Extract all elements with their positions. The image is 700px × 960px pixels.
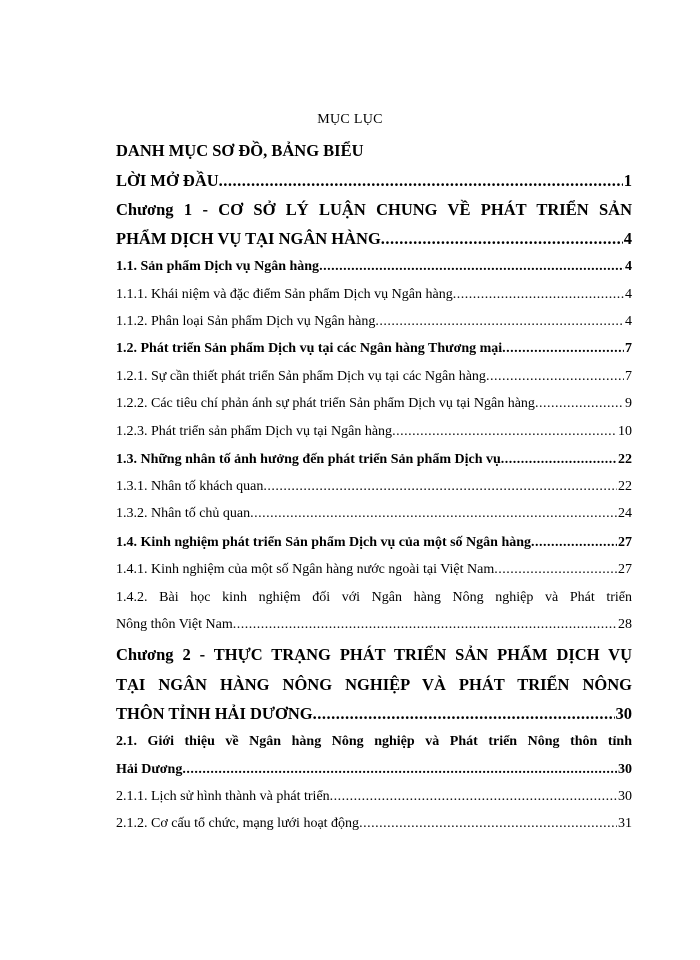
toc-entry-page: 10 bbox=[618, 424, 632, 439]
toc-entry-1-2[interactable] bbox=[116, 341, 632, 357]
toc-entry-2-1[interactable] bbox=[116, 762, 632, 778]
toc-entry-page: 22 bbox=[618, 479, 632, 494]
toc-entry-chapter-2-line-1: Chương 2 - THỰC TRẠNG PHÁT TRIỂN SẢN PHẨM DỊCH VỤ bbox=[116, 645, 632, 664]
toc-entry-text: 1.3.2. Nhân tố chủ quan bbox=[116, 506, 251, 521]
toc-leader-dots bbox=[330, 789, 617, 805]
toc-entry-page: 4 bbox=[623, 229, 632, 248]
toc-entry-2-1-1[interactable] bbox=[116, 789, 632, 805]
toc-entry-chapter-1[interactable] bbox=[116, 229, 632, 249]
toc-entry-text: Nông thôn Việt Nam bbox=[116, 617, 233, 632]
toc-entry-text: 1.4. Kinh nghiệm phát triển Sản phẩm Dịch vụ của một số Ngân hàng bbox=[116, 535, 532, 550]
toc-entry-chapter-1-line-1: Chương 1 - CƠ SỞ LÝ LUẬN CHUNG VỀ PHÁT TRIỂN SẢN bbox=[116, 200, 632, 219]
toc-entry-page: 1 bbox=[623, 171, 632, 190]
toc-entry-1-1[interactable] bbox=[116, 259, 632, 275]
toc-entry-page: 30 bbox=[618, 762, 632, 777]
toc-leader-dots bbox=[531, 535, 617, 551]
toc-entry-text: 1.2.3. Phát triển sản phẩm Dịch vụ tại Ngân hàng bbox=[116, 424, 393, 439]
toc-entry-page: 31 bbox=[618, 816, 632, 831]
toc-entry-page: 4 bbox=[625, 259, 632, 274]
toc-entry-page: 24 bbox=[618, 506, 632, 521]
toc-entry-text: 1.3.1. Nhân tố khách quan bbox=[116, 479, 264, 494]
toc-entry-page: 7 bbox=[625, 369, 632, 384]
toc-entry-1-3-2[interactable] bbox=[116, 506, 632, 522]
toc-entry-page: 30 bbox=[618, 789, 632, 804]
toc-leader-dots bbox=[501, 452, 617, 468]
toc-entry-1-1-1[interactable] bbox=[116, 287, 632, 303]
toc-entry-text: LỜI MỞ ĐẦU bbox=[116, 171, 219, 190]
toc-entry-text: 1.2.2. Các tiêu chí phản ánh sự phát triển Sản phẩm Dịch vụ tại Ngân hàng bbox=[116, 396, 535, 411]
toc-leader-dots bbox=[219, 171, 623, 191]
toc-entry-page: 4 bbox=[625, 314, 632, 329]
toc-entry-text: 1.4.1. Kinh nghiệm của một số Ngân hàng nước ngoài tại Việt Nam bbox=[116, 562, 495, 577]
toc-leader-dots bbox=[250, 506, 617, 522]
toc-entry-page: 7 bbox=[625, 341, 632, 356]
toc-entry-text: 1.2.1. Sự cần thiết phát triển Sản phẩm Dịch vụ tại các Ngân hàng bbox=[116, 369, 486, 384]
toc-entry-text: PHẨM DỊCH VỤ TẠI NGÂN HÀNG bbox=[116, 229, 381, 248]
toc-entry-1-4-1[interactable] bbox=[116, 562, 632, 578]
toc-entry-page: 30 bbox=[615, 704, 632, 723]
toc-entry-list-of-figures: DANH MỤC SƠ ĐỒ, BẢNG BIỂU bbox=[116, 141, 364, 160]
toc-leader-dots bbox=[313, 704, 615, 724]
toc-title: MỤC LỤC bbox=[317, 112, 383, 127]
toc-entry-text: 1.2. Phát triển Sản phẩm Dịch vụ tại các Ngân hàng Thương mại bbox=[116, 341, 503, 356]
toc-leader-dots bbox=[494, 562, 617, 578]
toc-entry-page: 27 bbox=[618, 535, 632, 550]
toc-entry-text: 1.3. Những nhân tố ảnh hưởng đến phát triển Sản phẩm Dịch vụ bbox=[116, 452, 501, 467]
toc-entry-introduction[interactable] bbox=[116, 171, 632, 191]
toc-entry-1-1-2[interactable] bbox=[116, 314, 632, 330]
toc-entry-text: THÔN TỈNH HẢI DƯƠNG bbox=[116, 704, 313, 723]
toc-entry-1-2-3[interactable] bbox=[116, 424, 632, 440]
toc-entry-1-2-2[interactable] bbox=[116, 396, 632, 412]
toc-leader-dots bbox=[453, 287, 624, 303]
toc-entry-page: 9 bbox=[625, 396, 632, 411]
toc-entry-text: Hải Dương bbox=[116, 762, 183, 777]
toc-leader-dots bbox=[535, 396, 624, 412]
toc-entry-chapter-2[interactable] bbox=[116, 704, 632, 724]
toc-leader-dots bbox=[392, 424, 617, 440]
toc-leader-dots bbox=[182, 762, 617, 778]
toc-leader-dots bbox=[381, 229, 623, 249]
toc-leader-dots bbox=[319, 259, 624, 275]
toc-entry-2-1-line-1: 2.1. Giới thiệu về Ngân hàng Nông nghiệp và Phát triển Nông thôn tỉnh bbox=[116, 734, 632, 749]
toc-entry-text: 2.1.2. Cơ cấu tổ chức, mạng lưới hoạt động bbox=[116, 816, 360, 831]
toc-leader-dots bbox=[233, 617, 617, 633]
toc-entry-1-2-1[interactable] bbox=[116, 369, 632, 385]
toc-entry-page: 28 bbox=[618, 617, 632, 632]
toc-entry-page: 4 bbox=[625, 287, 632, 302]
toc-entry-2-1-2[interactable] bbox=[116, 816, 632, 832]
toc-entry-1-4-2-line-1: 1.4.2. Bài học kinh nghiệm đối với Ngân hàng Nông nghiệp và Phát triển bbox=[116, 590, 632, 605]
toc-entry-text: 1.1.1. Khái niệm và đặc điểm Sản phẩm Dịch vụ Ngân hàng bbox=[116, 287, 453, 302]
toc-leader-dots bbox=[486, 369, 624, 385]
toc-entry-text: 1.1. Sản phẩm Dịch vụ Ngân hàng bbox=[116, 259, 320, 274]
toc-entry-text: 1.1.2. Phân loại Sản phẩm Dịch vụ Ngân hàng bbox=[116, 314, 376, 329]
toc-entry-text: 2.1.1. Lịch sử hình thành và phát triển bbox=[116, 789, 330, 804]
toc-entry-1-3[interactable] bbox=[116, 452, 632, 468]
toc-leader-dots bbox=[375, 314, 624, 330]
toc-entry-1-4-2[interactable] bbox=[116, 617, 632, 633]
toc-entry-chapter-2-line-2: TẠI NGÂN HÀNG NÔNG NGHIỆP VÀ PHÁT TRIỂN NÔNG bbox=[116, 675, 632, 694]
toc-leader-dots bbox=[263, 479, 617, 495]
toc-entry-1-4[interactable] bbox=[116, 535, 632, 551]
toc-leader-dots bbox=[502, 341, 624, 357]
toc-entry-page: 27 bbox=[618, 562, 632, 577]
toc-entry-page: 22 bbox=[618, 452, 632, 467]
toc-leader-dots bbox=[359, 816, 617, 832]
toc-entry-1-3-1[interactable] bbox=[116, 479, 632, 495]
